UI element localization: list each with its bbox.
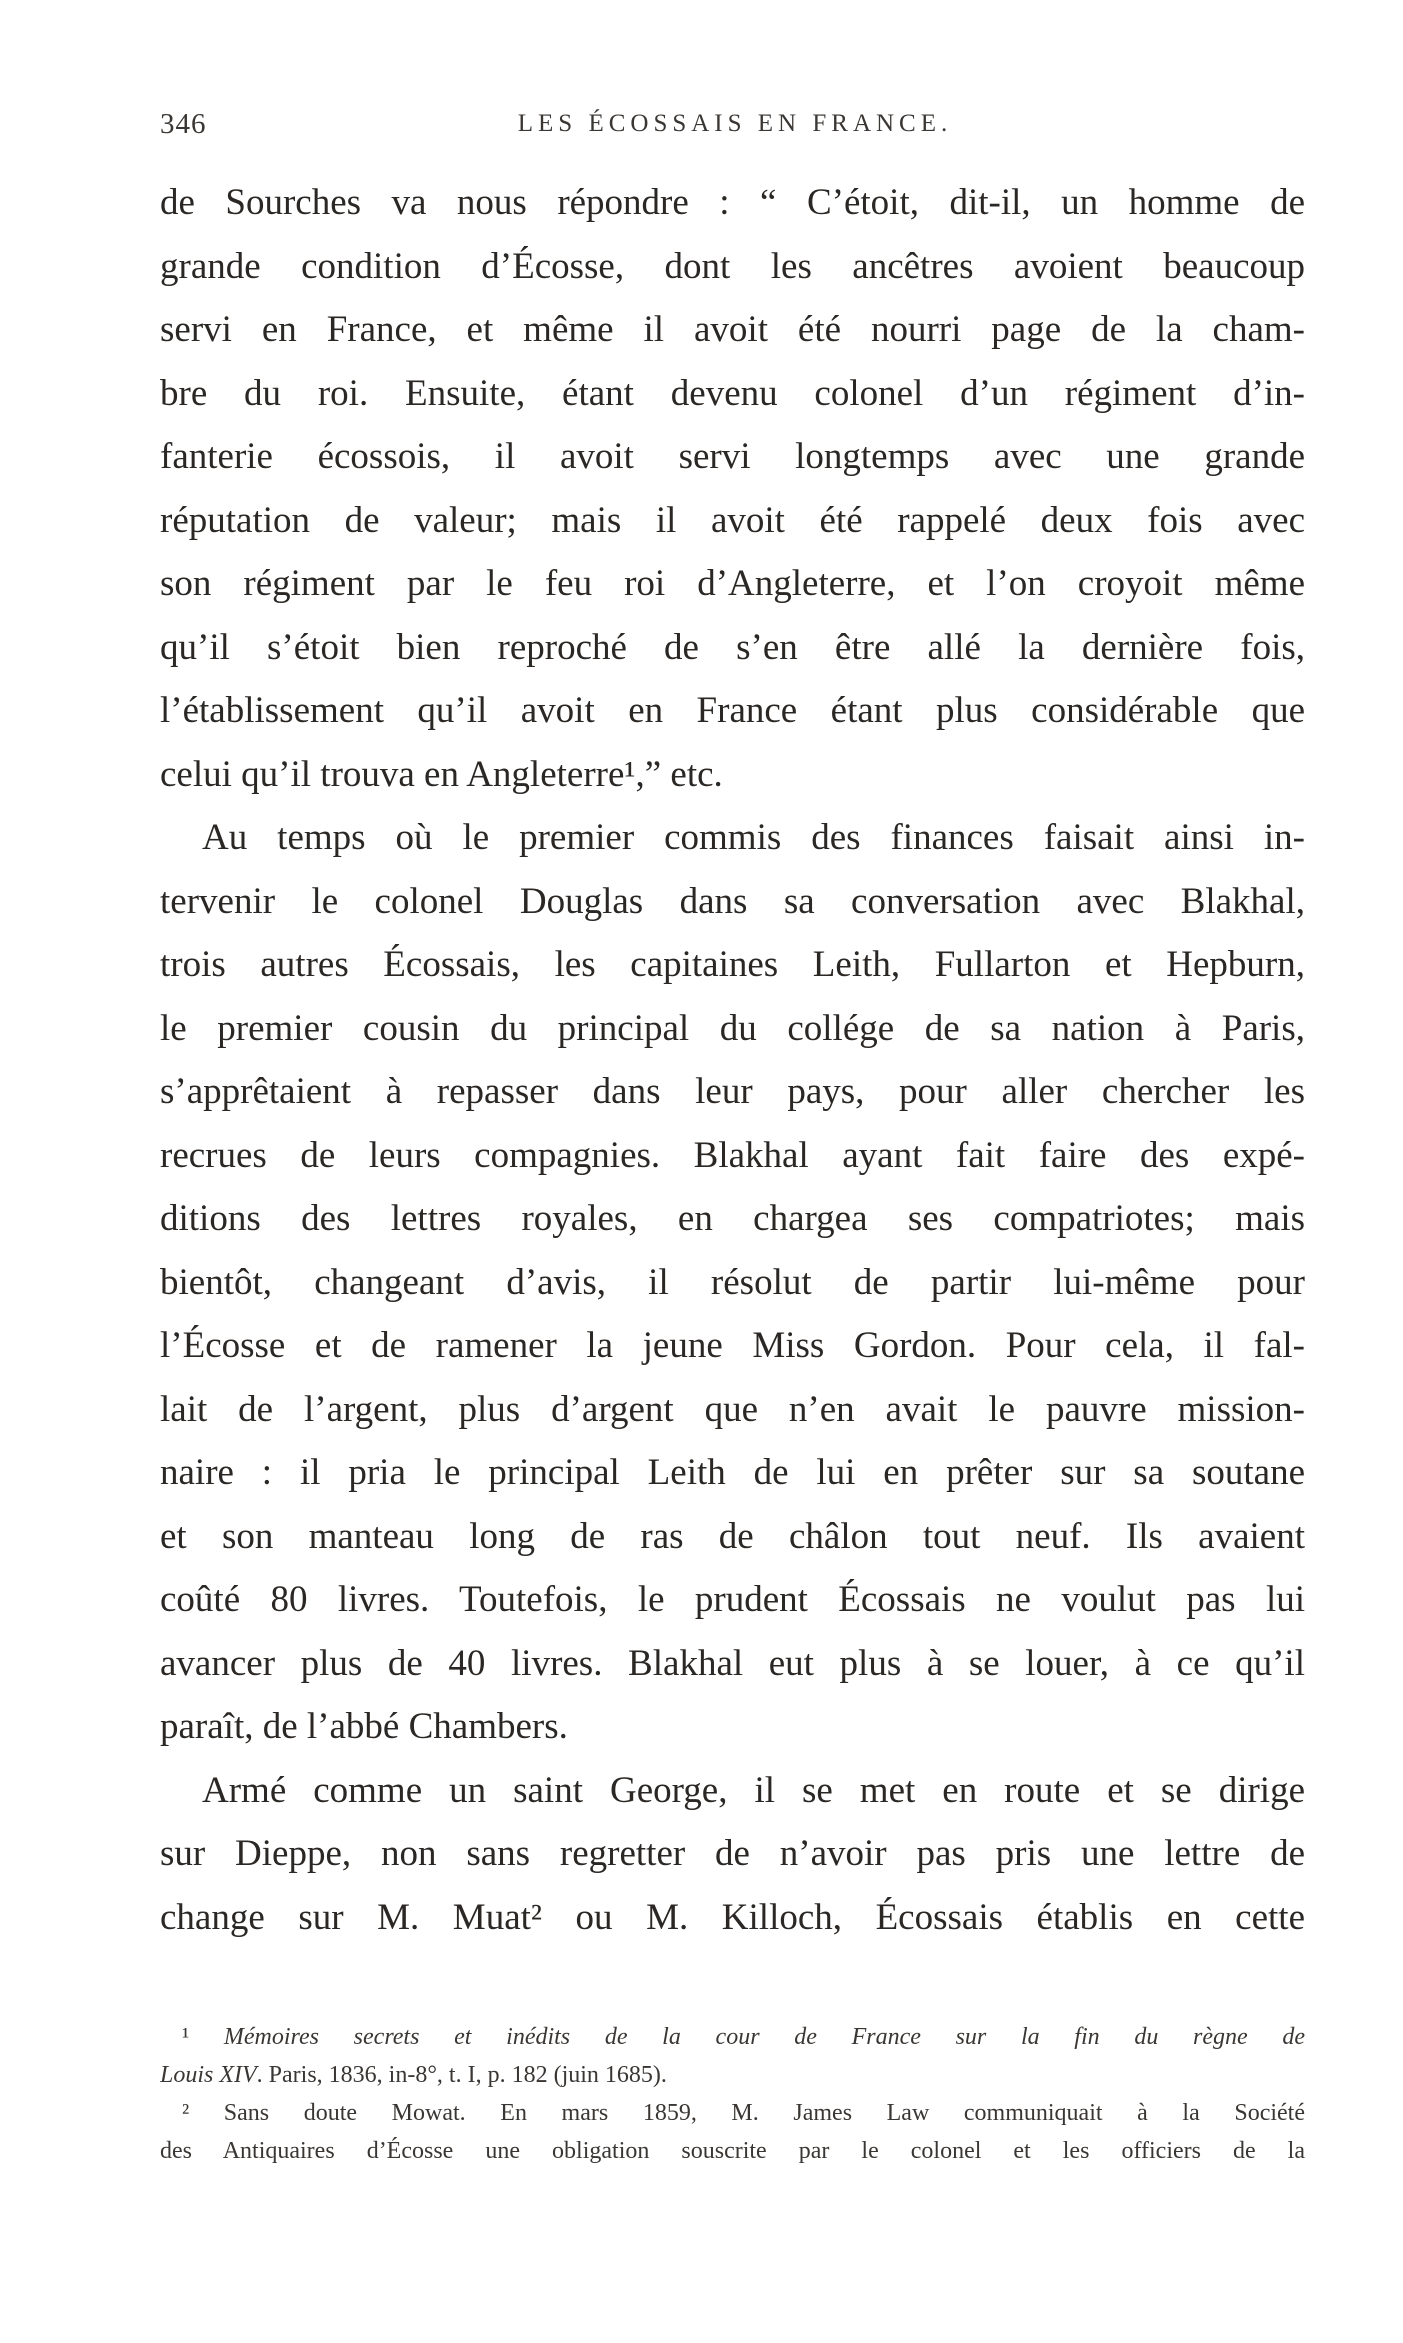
text-line: bientôt, changeant d’avis, il résolut de partir lui-même pour <box>160 1261 1305 1303</box>
text-line: réputation de valeur; mais il avoit été rappelé deux fois avec <box>160 499 1305 541</box>
footnote-1-line-1 <box>160 2018 1305 2056</box>
text-line: Au temps où le premier commis des finances faisait ainsi in- <box>202 817 1305 858</box>
footnotes <box>160 2018 1305 2170</box>
text-line: qu’il s’étoit bien reproché de s’en être allé la dernière fois, <box>160 626 1305 668</box>
text-line: avancer plus de 40 livres. Blakhal eut plus à se louer, à ce qu’il <box>160 1642 1305 1684</box>
text-line: sur Dieppe, non sans regretter de n’avoir pas pris une lettre de <box>160 1833 1305 1874</box>
footnote-1-citation: . Paris, 1836, in-8°, t. I, p. 182 (juin 1685). <box>256 2062 667 2088</box>
text-line: tervenir le colonel Douglas dans sa conversation avec Blakhal, <box>160 880 1305 922</box>
text-line: trois autres Écossais, les capitaines Leith, Fullarton et Hepburn, <box>160 944 1305 985</box>
footnote-2-line-1: ² Sans doute Mowat. En mars 1859, M. James Law communiquait à la Société <box>182 2100 1305 2126</box>
text-line: paraît, de l’abbé Chambers. <box>160 1706 568 1747</box>
running-title: LES ÉCOSSAIS EN FRANCE. <box>517 110 953 137</box>
footnote-1-title: Mémoires secrets et inédits de la cour de France sur la fin du règne de <box>223 2024 1305 2050</box>
text-line: celui qu’il trouva en Angleterre¹,” etc. <box>160 753 723 795</box>
text-line: recrues de leurs compagnies. Blakhal ayant fait faire des expé- <box>160 1134 1305 1176</box>
text-line: et son manteau long de ras de châlon tout neuf. Ils avaient <box>160 1515 1305 1557</box>
page-number: 346 <box>160 108 207 140</box>
text-line: bre du roi. Ensuite, étant devenu colonel d’un régiment d’in- <box>160 372 1305 414</box>
footnote-1-line-2 <box>160 2056 1305 2094</box>
text-line: grande condition d’Écosse, dont les ancêtres avoient beaucoup <box>160 245 1305 287</box>
footnote-marker: ¹ <box>182 2024 190 2050</box>
text-line: le premier cousin du principal du collége de sa nation à Paris, <box>160 1007 1305 1049</box>
text-line: Armé comme un saint George, il se met en route et se dirige <box>202 1769 1305 1811</box>
text-line: s’apprêtaient à repasser dans leur pays, pour aller chercher les <box>160 1071 1305 1112</box>
text-line: l’Écosse et de ramener la jeune Miss Gordon. Pour cela, il fal- <box>160 1325 1305 1366</box>
text-line: ditions des lettres royales, en chargea ses compatriotes; mais <box>160 1198 1305 1239</box>
body-text <box>160 171 1305 1949</box>
footnote-2-line-2: des Antiquaires d’Écosse une obligation souscrite par le colonel et les officiers de la <box>160 2138 1305 2164</box>
text-line: change sur M. Muat² ou M. Killoch, Écossais établis en cette <box>160 1896 1305 1938</box>
text-line: naire : il pria le principal Leith de lui en prêter sur sa soutane <box>160 1452 1305 1493</box>
footnote-1-title-end: Louis XIV <box>160 2062 257 2088</box>
text-line: son régiment par le feu roi d’Angleterre, et l’on croyoit même <box>160 563 1305 604</box>
text-line: lait de l’argent, plus d’argent que n’en avait le pauvre mission- <box>160 1388 1305 1430</box>
text-line: fanterie écossois, il avoit servi longtemps avec une grande <box>160 436 1305 477</box>
text-line: coûté 80 livres. Toutefois, le prudent Écossais ne voulut pas lui <box>160 1579 1305 1620</box>
text-line: de Sourches va nous répondre : “ C’étoit, dit-il, un homme de <box>160 182 1305 223</box>
text-line: servi en France, et même il avoit été nourri page de la cham- <box>160 309 1305 350</box>
text-line: l’établissement qu’il avoit en France étant plus considérable que <box>160 690 1305 731</box>
page-header <box>160 108 1310 148</box>
